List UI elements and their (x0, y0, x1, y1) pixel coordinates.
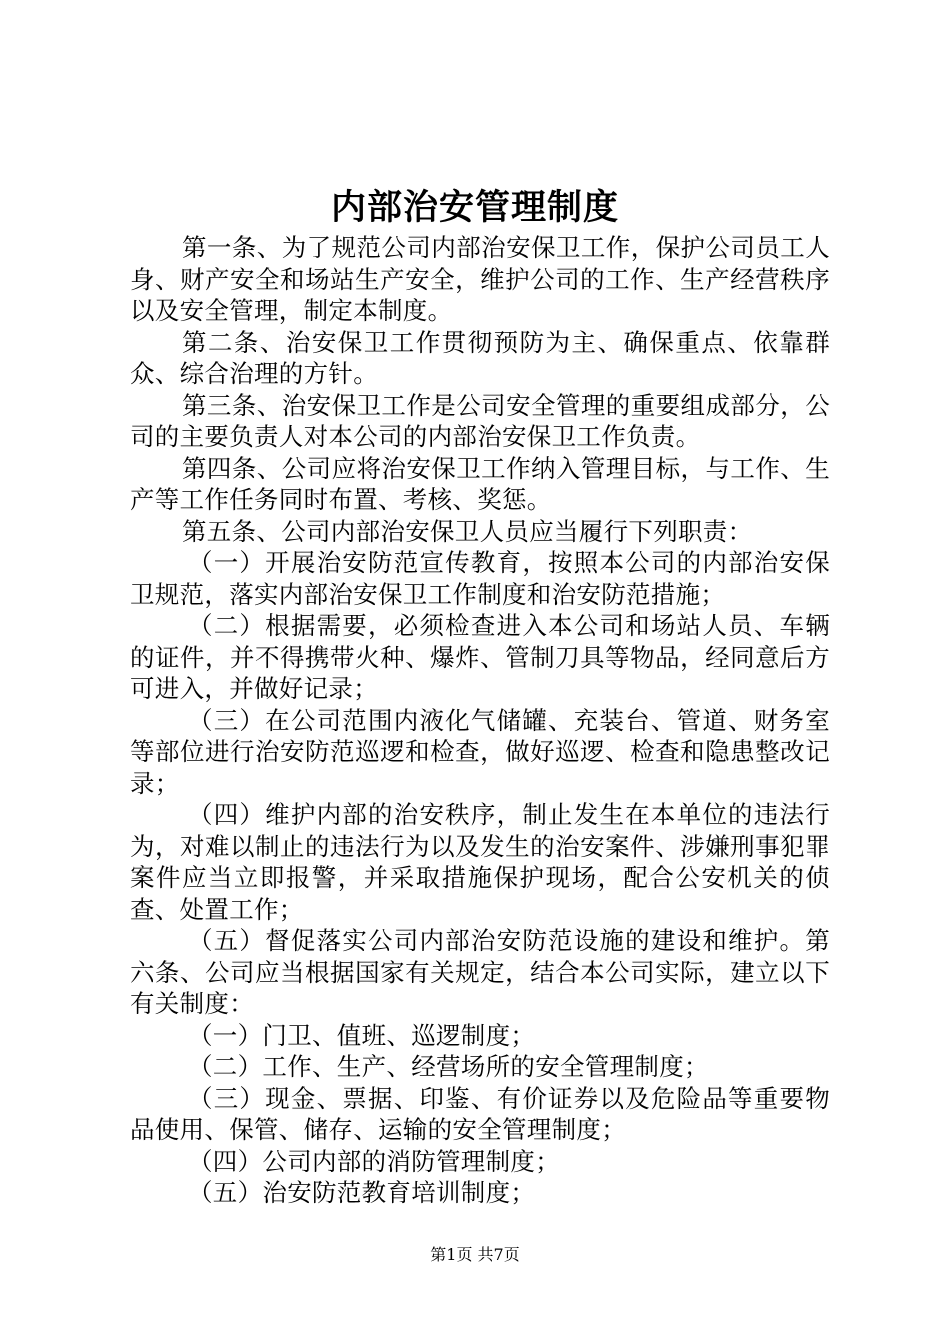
paragraph-article-1: 第一条、为了规范公司内部治安保卫工作，保护公司员工人身、财产安全和场站生产安全，维护公司的工作、生产经营秩序以及安全管理，制定本制度。 (130, 233, 830, 325)
paragraph-article-2: 第二条、治安保卫工作贯彻预防为主、确保重点、依靠群众、综合治理的方针。 (130, 327, 830, 388)
list-item-duty-3: （三）在公司范围内液化气储罐、充装台、管道、财务室等部位进行治安防范巡逻和检查，做好巡逻、检查和隐患整改记录； (130, 705, 830, 798)
document-title: 内部治安管理制度 (330, 187, 619, 228)
document-body (130, 232, 830, 1209)
paragraph-article-4: 第四条、公司应将治安保卫工作纳入管理目标，与工作、生产等工作任务同时布置、考核、奖惩。 (130, 453, 830, 514)
list-item-duty-4: （四）维护内部的治安秩序，制止发生在本单位的违法行为，对难以制止的违法行为以及发生的治安案件、涉嫌刑事犯罪案件应当立即报警，并采取措施保护现场，配合公安机关的侦查、处置工作； (130, 800, 830, 924)
list-item-system-5: （五）治安防范教育培训制度； (188, 1178, 536, 1207)
list-item-system-4: （四）公司内部的消防管理制度； (188, 1146, 560, 1176)
page-number-footer: 第1页 共7页 (430, 1245, 520, 1264)
list-item-system-2: （二）工作、生产、经营场所的安全管理制度； (188, 1052, 709, 1081)
list-item-system-3: （三）现金、票据、印鉴、有价证券以及危险品等重要物品使用、保管、储存、运输的安全管理制度； (130, 1083, 830, 1144)
paragraph-article-3: 第三条、治安保卫工作是公司安全管理的重要组成部分，公司的主要负责人对本公司的内部治安保卫工作负责。 (130, 390, 830, 451)
list-item-system-1: （一）门卫、值班、巡逻制度； (188, 1020, 536, 1050)
paragraph-article-5: 第五条、公司内部治安保卫人员应当履行下列职责： (182, 516, 753, 546)
list-item-duty-1: （一）开展治安防范宣传教育，按照本公司的内部治安保卫规范，落实内部治安保卫工作制度和治安防范措施； (130, 548, 830, 609)
list-item-duty-2: （二）根据需要，必须检查进入本公司和场站人员、车辆的证件，并不得携带火种、爆炸、管制刀具等物品，经同意后方可进入，并做好记录； (130, 611, 830, 703)
list-item-duty-5: （五）督促落实公司内部治安防范设施的建设和维护。第六条、公司应当根据国家有关规定，结合本公司实际，建立以下有关制度： (130, 926, 830, 1018)
